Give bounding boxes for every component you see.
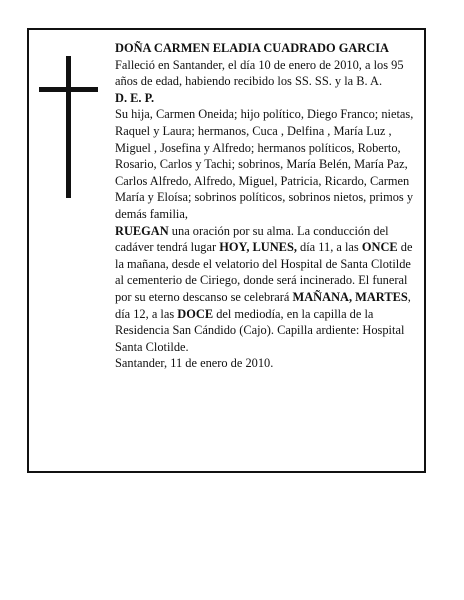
hoy-lunes-label: HOY, LUNES, <box>219 240 297 255</box>
obituary-notice <box>27 28 426 473</box>
rip-line: D. E. P. <box>115 90 155 105</box>
family-list: Su hija, Carmen Oneida; hijo político, Diego Franco; nietas, Raquel y Laura; hermanos, Cuca , Delfina , María Luz , Miguel , Josefina y Alfredo; hermanos políticos, Roberto, Rosario, Carlos y Tachi; sobrinos, María Belén, María Paz, Carlos Alfredo, Alfredo, Miguel, Patricia, Ricardo, Carmen María y Eloísa; sobrinos políticos, sobrinos nietos, primos y demás familia, <box>115 107 414 221</box>
doce-label: DOCE <box>177 306 214 321</box>
request-text-3: de la mañana, desde el velatorio del Hospital de Santa Clotilde al cementerio de Ciriego, donde será incinerado. El funeral por su eterno descanso se celebrará <box>115 240 413 304</box>
deceased-name: DOÑA CARMEN ELADIA CUADRADO GARCIA <box>115 41 389 55</box>
request-text-4: , día 12, a las <box>115 289 411 321</box>
funeral-request <box>115 223 421 356</box>
ruegan-label: RUEGAN <box>115 223 169 238</box>
request-text-1: una oración por su alma. La conducción del cadáver tendrá lugar <box>115 223 389 255</box>
request-text-2: día 11, a las <box>296 240 362 255</box>
manana-martes-label: MAÑANA, MARTES <box>292 289 408 304</box>
cross-horizontal-bar <box>39 87 98 92</box>
request-text-5: del mediodía, en la capilla de la Residencia San Cándido (Cajo). Capilla ardiente: Hospital Santa Clotilde. <box>115 306 405 354</box>
place-date: Santander, 11 de enero de 2010. <box>115 356 274 371</box>
death-statement: Falleció en Santander, el día 10 de enero de 2010, a los 95 años de edad, habiendo recibido los SS. SS. y la B. A. <box>115 57 404 89</box>
cross-icon <box>39 56 98 198</box>
once-label: ONCE <box>361 240 398 255</box>
notice-text <box>115 40 421 372</box>
cross-vertical-bar <box>66 56 71 198</box>
